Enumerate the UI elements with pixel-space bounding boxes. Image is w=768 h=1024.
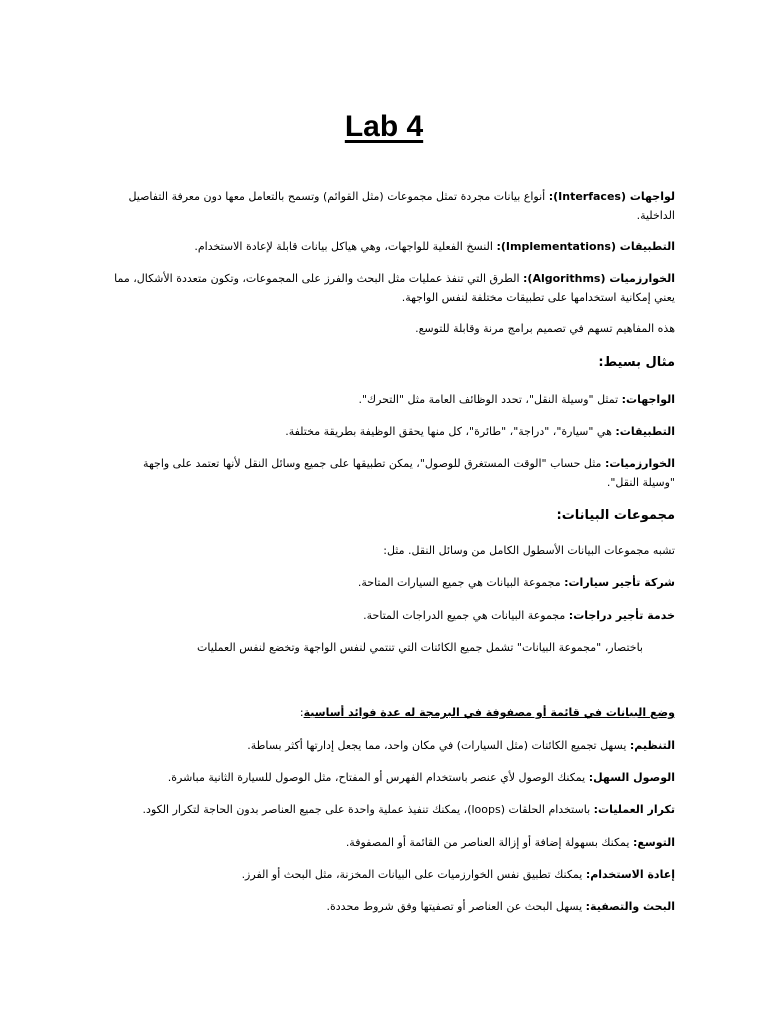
term-label: شركة تأجير سيارات: [564,576,675,589]
definition-interfaces [108,187,675,225]
term-label: الواجهات: [621,393,675,406]
example-implementations [108,422,675,441]
term-label: الخوارزميات (Algorithms): [523,272,675,285]
definition-text: النسخ الفعلية للواجهات، وهي هياكل بيانات قابلة لإعادة الاستخدام. [194,240,497,253]
benefits-heading [108,703,675,722]
collection-text: مجموعة البيانات هي جميع السيارات المتاحة. [357,576,565,589]
collection-car-rental [108,573,675,592]
collection-text: مجموعة البيانات هي جميع الدراجات المتاحة. [363,609,569,622]
definition-text: الطرق التي تنفذ عمليات مثل البحث والفرز على المجموعات، وتكون متعددة الأشكال، مما يعني إمكانية استخدامها على تطبيقات مختلفة لنفس الواجهة. [114,272,675,304]
term-label: التطبيقات: [615,425,675,438]
collections-intro: تشبه مجموعات البيانات الأسطول الكامل من وسائل النقل. مثل: [383,544,675,557]
example-text: مثل حساب "الوقت المستغرق للوصول"، يمكن تطبيقها على جميع وسائل النقل لأنها تعتمد على واجهة "وسيلة النقل". [143,457,675,489]
example-algorithms [108,454,675,492]
term-label: التوسع: [632,836,675,849]
benefits-heading-colon: : [299,706,304,719]
collections-summary: باختصار، "مجموعة البيانات" تشمل جميع الكائنات التي تنتمي لنفس الواجهة وتخضع لنفس العمليات [196,641,643,654]
term-label: خدمة تأجير دراجات: [568,609,675,622]
benefit-search-filter [108,897,675,916]
definition-algorithms [108,269,675,307]
benefit-organization [108,736,675,755]
example-heading: مثال بسيط: [598,355,675,370]
term-label: إعادة الاستخدام: [585,868,675,881]
example-interfaces [108,390,675,409]
term-label: التطبيقات (Implementations): [496,240,675,253]
term-label: البحث والتصفية: [585,900,675,913]
term-label: لواجهات (Interfaces): [548,190,675,203]
collections-heading: مجموعات البيانات: [556,508,675,523]
example-text: هي "سيارة"، "دراجة"، "طائرة"، كل منها يحقق الوظيفة بطريقة مختلفة. [285,425,616,438]
benefit-text: يمكنك الوصول لأي عنصر باستخدام الفهرس أو المفتاح، مثل الوصول للسيارة الثانية مباشرة. [167,771,589,784]
benefit-text: يمكنك تطبيق نفس الخوارزميات على البيانات المخزنة، مثل البحث أو الفرز. [241,868,586,881]
benefit-text: باستخدام الحلقات (loops)، يمكنك تنفيذ عملية واحدة على جميع العناصر بدون الحاجة لتكرار الكود. [142,803,594,816]
document-title: Lab 4 [344,110,424,143]
benefit-text: يمكنك بسهولة إضافة أو إزالة العناصر من القائمة أو المصفوفة. [345,836,633,849]
benefit-text: يسهل البحث عن العناصر أو تصفيتها وفق شروط محددة. [326,900,586,913]
benefit-text: يسهل تجميع الكائنات (مثل السيارات) في مكان واحد، مما يجعل إدارتها أكثر بساطة. [247,739,630,752]
collection-bike-rental [108,606,675,625]
benefit-easy-access [108,768,675,787]
term-label: التنظيم: [629,739,675,752]
definition-text: أنواع بيانات مجردة تمثل مجموعات (مثل القوائم) وتسمح بالتعامل معها دون معرفة التفاصيل الداخلية. [128,190,675,222]
example-text: تمثل "وسيلة النقل"، تحدد الوظائف العامة مثل "التحرك". [358,393,622,406]
benefits-heading-text: وضع البيانات في قائمة أو مصفوفة في البرمجة له عدة فوائد أساسية [303,706,675,719]
summary-line: هذه المفاهيم تسهم في تصميم برامج مرنة وقابلة للتوسع. [415,322,675,335]
term-label: تكرار العمليات: [593,803,675,816]
term-label: الخوارزميات: [604,457,675,470]
definition-implementations [108,237,675,256]
term-label: الوصول السهل: [588,771,675,784]
benefit-iteration [108,800,675,819]
benefit-expansion [108,833,675,852]
benefit-reuse [108,865,675,884]
